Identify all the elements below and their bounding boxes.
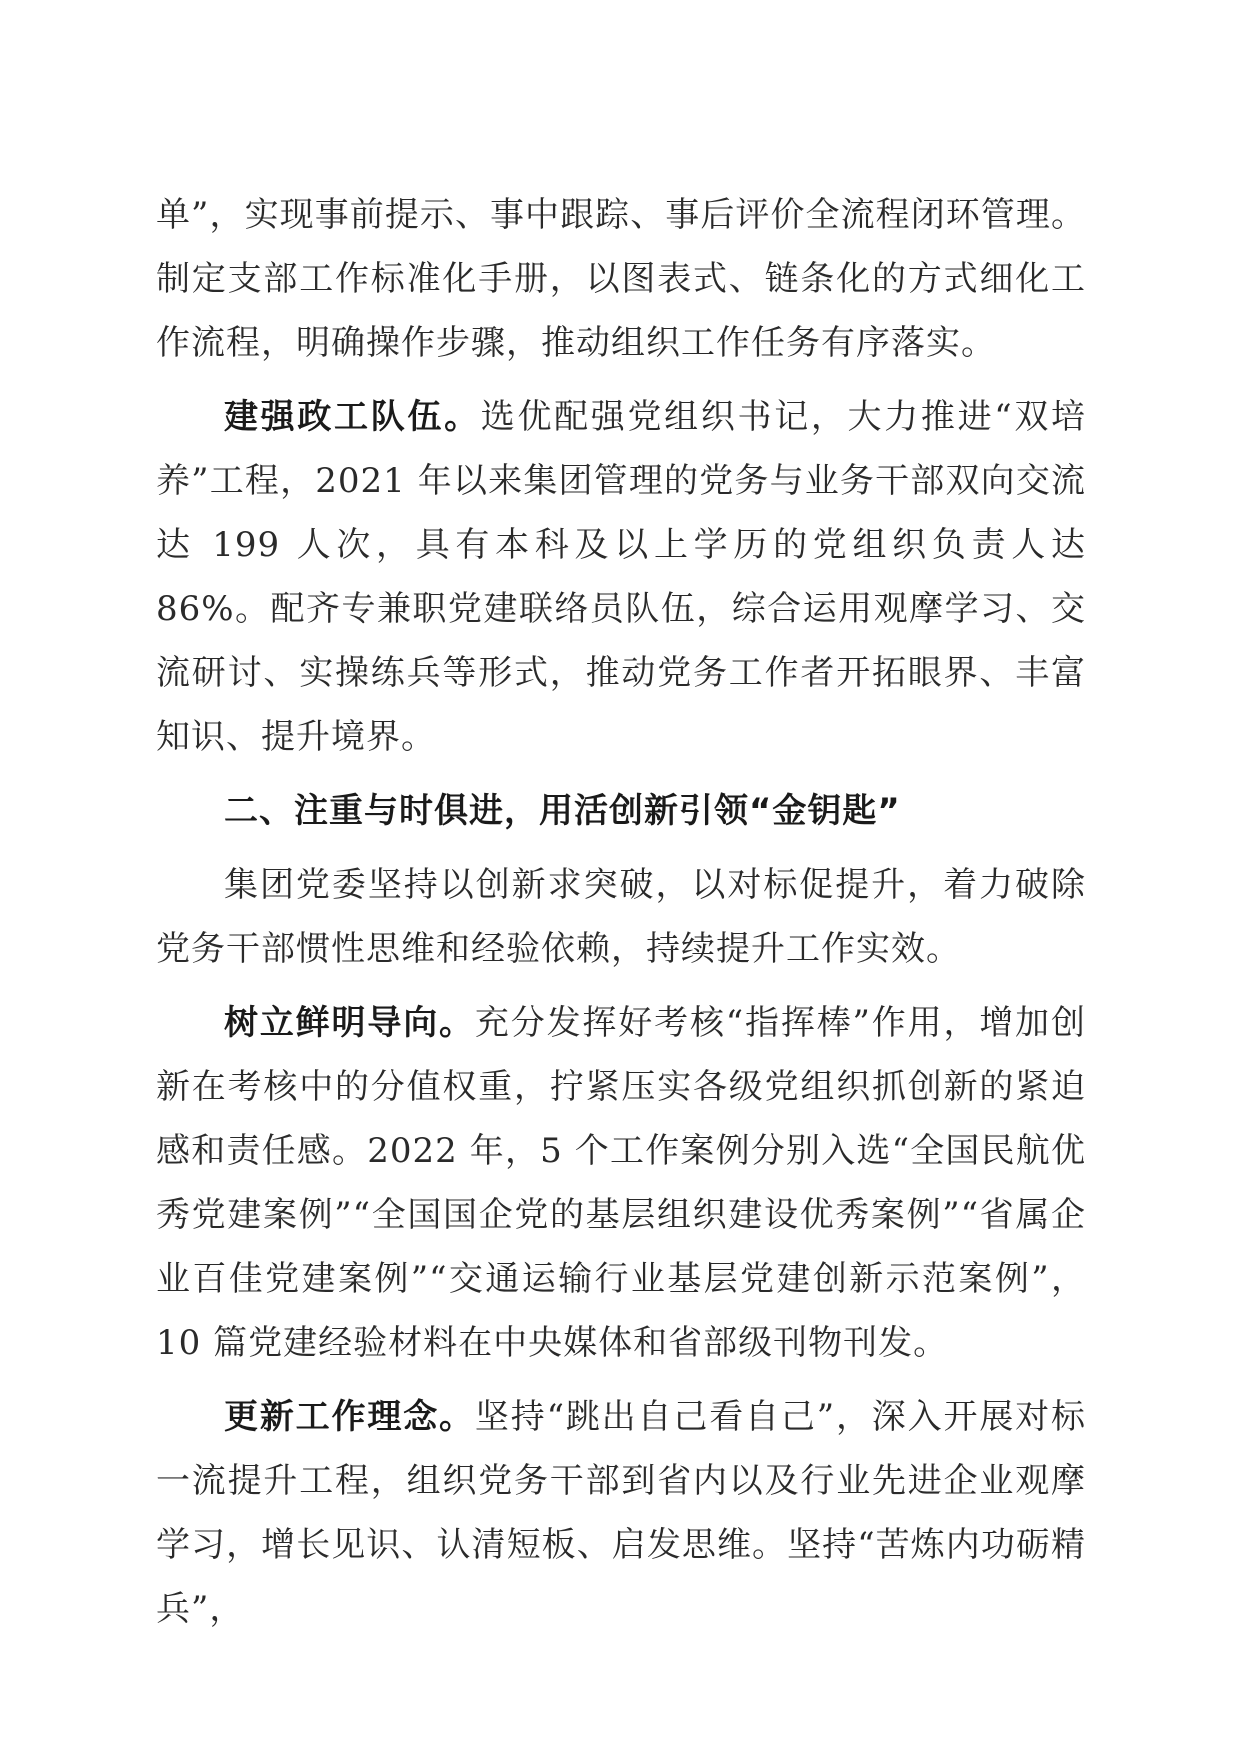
section-heading-2: 二、注重与时俱进，用活创新引领“金钥匙”	[224, 791, 901, 831]
paragraph-2	[156, 385, 1086, 769]
paragraph-1	[156, 183, 1086, 375]
paragraph-5	[156, 1385, 1086, 1641]
paragraph-4-lead: 树立鲜明导向。	[224, 1003, 475, 1043]
paragraph-5-text: 坚持“跳出自己看自己”，深入开展对标一流提升工程，组织党务干部到省内以及行业先进企业观摩学习，增长见识、认清短板、启发思维。坚持“苦炼内功砺精兵”，	[156, 1397, 1087, 1629]
paragraph-4-text: 充分发挥好考核“指挥棒”作用，增加创新在考核中的分值权重，拧紧压实各级党组织抓创新的紧迫感和责任感。2022 年，5 个工作案例分别入选“全国民航优秀党建案例”“全国国企党的基层组织建设优秀案例”“省属企业百佳党建案例”“交通运输行业基层党建创新示范案例”，10 篇党建经验材料在中央媒体和省部级刊物刊发。	[156, 1003, 1087, 1363]
document-body	[156, 183, 1086, 1651]
paragraph-2-text: 选优配强党组织书记，大力推进“双培养”工程，2021 年以来集团管理的党务与业务干部双向交流达 199 人次，具有本科及以上学历的党组织负责人达 86%。配齐专兼职党建联络员队伍，综合运用观摩学习、交流研讨、实操练兵等形式，推动党务工作者开拓眼界、丰富知识、提升境界。	[156, 397, 1087, 757]
paragraph-3-text: 集团党委坚持以创新求突破，以对标促提升，着力破除党务干部惯性思维和经验依赖，持续提升工作实效。	[156, 865, 1086, 969]
paragraph-4	[156, 991, 1086, 1375]
paragraph-2-lead: 建强政工队伍。	[224, 397, 481, 437]
paragraph-3	[156, 853, 1086, 981]
paragraph-5-lead: 更新工作理念。	[224, 1397, 475, 1437]
paragraph-1-text: 单”，实现事前提示、事中跟踪、事后评价全流程闭环管理。制定支部工作标准化手册，以图表式、链条化的方式细化工作流程，明确操作步骤，推动组织工作任务有序落实。	[156, 195, 1086, 363]
